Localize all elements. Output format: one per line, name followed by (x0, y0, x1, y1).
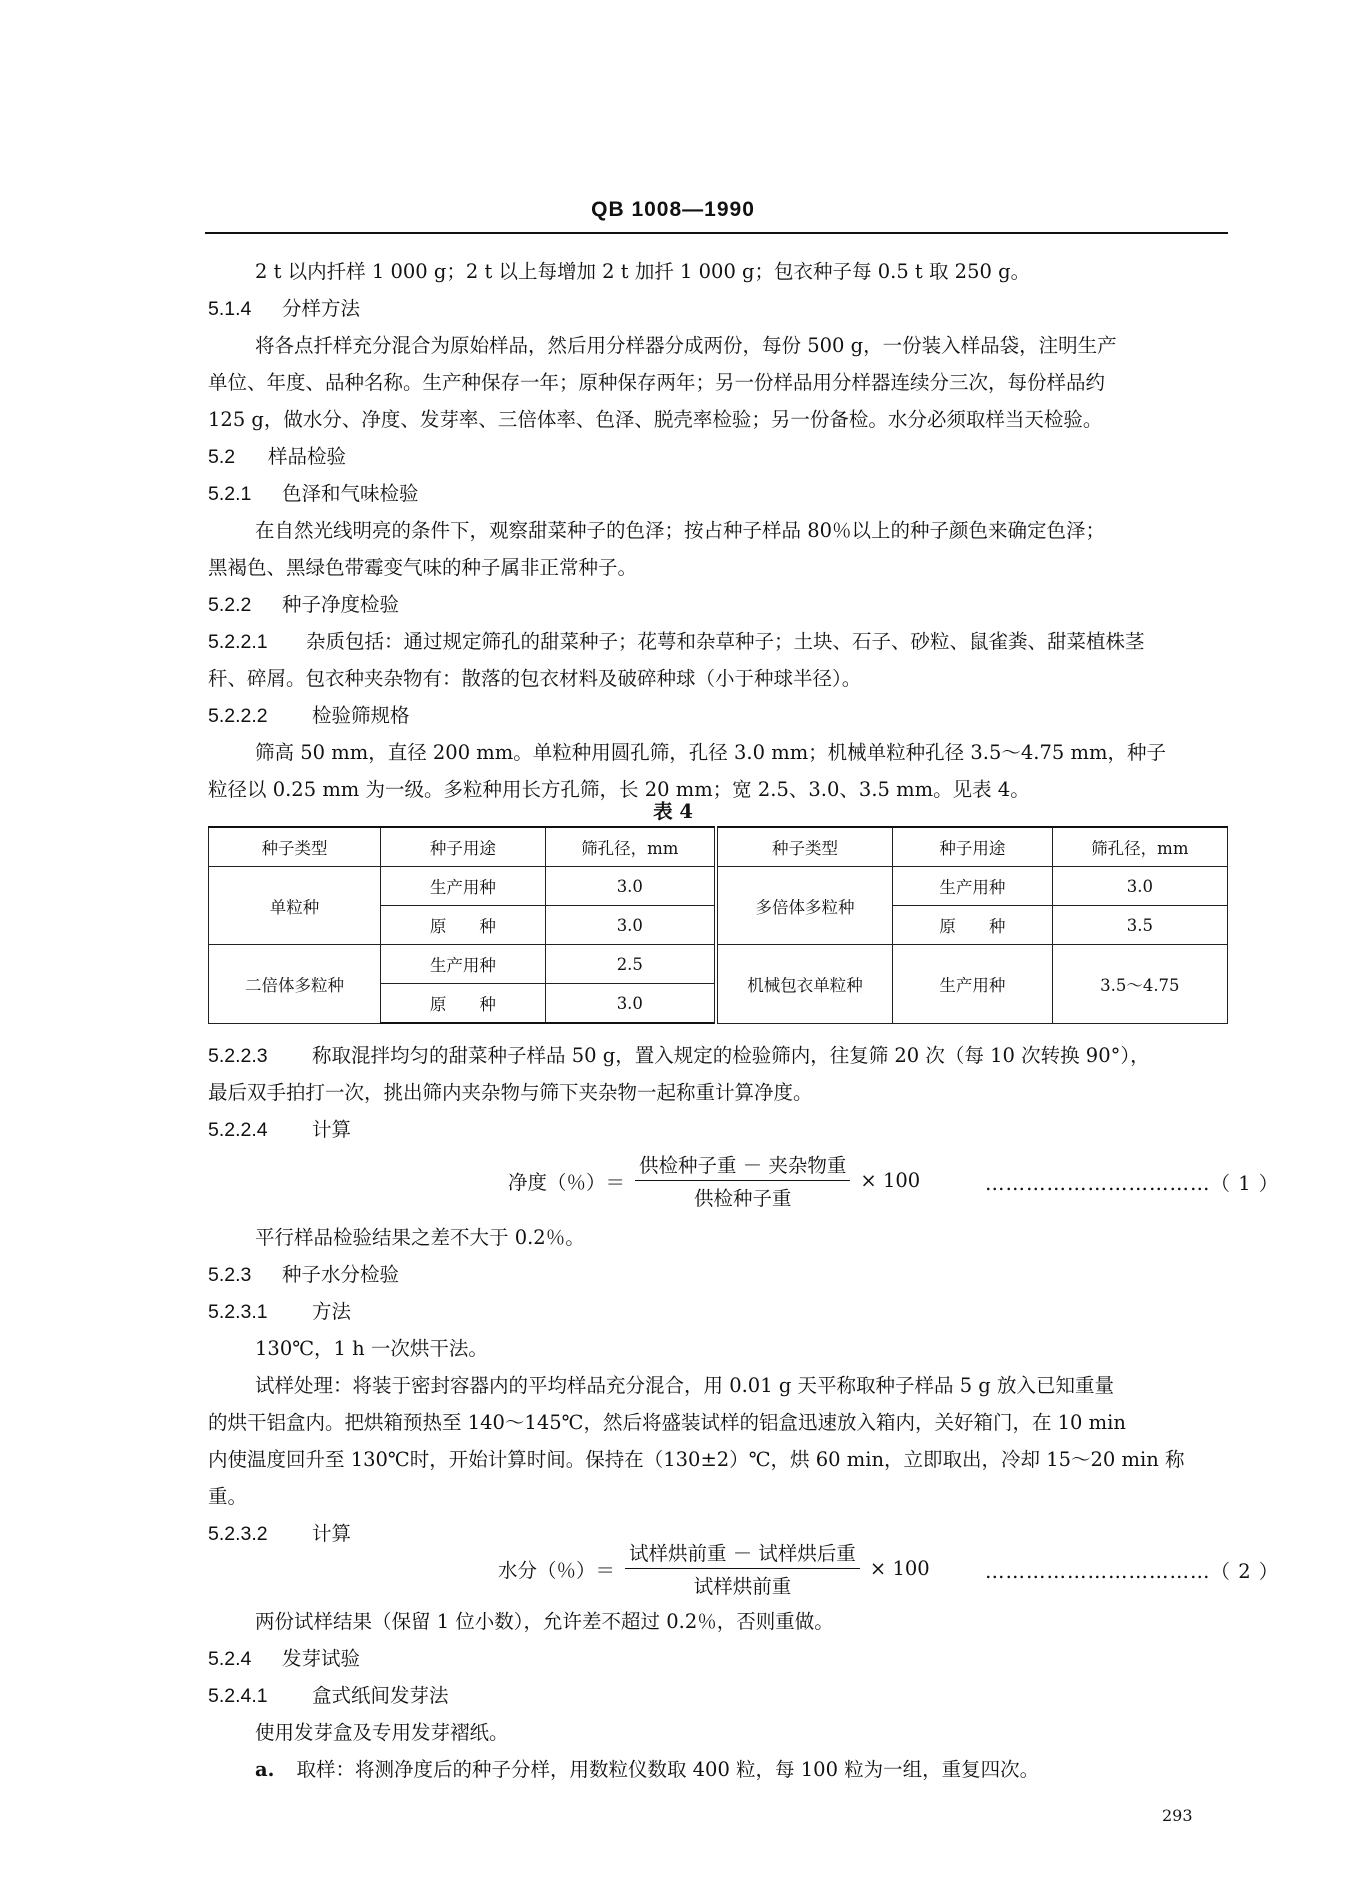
table-cell: 生产用种 (893, 945, 1053, 1024)
paragraph-line: 使用发芽盒及专用发芽褶纸。 (255, 1721, 509, 1744)
section-heading: 5.2.4 发芽试验 (208, 1648, 361, 1670)
table-row (209, 867, 1228, 906)
paragraph-line: 最后双手拍打一次，挑出筛内夹杂物与筛下夹杂物一起称重计算净度。 (208, 1081, 813, 1104)
section-heading: 5.2 样品检验 (208, 446, 347, 468)
paragraph-line: 重。 (208, 1485, 248, 1508)
table-cell: 多倍体多粒种 (716, 867, 893, 945)
table-cell: 生产用种 (381, 945, 546, 984)
table-cell: 3.5～4.75 (1052, 945, 1227, 1024)
section-heading: 5.2.3.2 计算 (208, 1523, 352, 1545)
page-number: 293 (1162, 1806, 1193, 1825)
table-cell: 2.5 (545, 945, 716, 984)
list-item: a. 取样：将测净度后的种子分样，用数粒仪数取 400 粒，每 100 粒为一组，重复四次。 (255, 1758, 1040, 1781)
table-cell: 单粒种 (209, 867, 381, 945)
sieve-table (208, 826, 1228, 1024)
table-header-cell: 种子用途 (381, 827, 546, 867)
table-cell: 原 种 (893, 906, 1053, 945)
section-heading: 5.2.4.1 盒式纸间发芽法 (208, 1685, 449, 1707)
table-header-cell: 种子用途 (893, 827, 1053, 867)
equation-number: ……………………………（ 2 ） (985, 1560, 1280, 1583)
paragraph-line: 130℃，1 h 一次烘干法。 (255, 1337, 488, 1360)
purity-formula (508, 1150, 920, 1211)
table-header-cell: 筛孔径，mm (1052, 827, 1227, 867)
paragraph-line: 2 t 以内扦样 1 000 g；2 t 以上每增加 2 t 加扦 1 000 g；包衣种子每 0.5 t 取 250 g。 (255, 260, 1031, 283)
table-header-cell: 种子类型 (209, 827, 381, 867)
formula-fraction (625, 1538, 860, 1599)
table-cell: 二倍体多粒种 (209, 945, 381, 1024)
paragraph-line: 单位、年度、品种名称。生产种保存一年；原种保存两年；另一份样品用分样器连续分三次，每份样品约 (208, 371, 1106, 394)
table-header-cell: 种子类型 (716, 827, 893, 867)
paragraph-line: 秆、碎屑。包衣种夹杂物有：散落的包衣材料及破碎种球（小于种球半径）。 (208, 667, 862, 690)
formula-factor: × 100 (860, 1169, 921, 1192)
section-heading: 5.2.2.3 称取混拌均匀的甜菜种子样品 50 g，置入规定的检验筛内，往复筛 20 次（每 10 次转换 90°）， (208, 1044, 1150, 1067)
table-cell: 生产用种 (893, 867, 1053, 906)
table-cell: 机械包衣单粒种 (716, 945, 893, 1024)
table-cell: 3.0 (545, 867, 716, 906)
formula-denominator: 供检种子重 (693, 1187, 792, 1210)
moisture-formula (498, 1538, 930, 1599)
header-rule (205, 232, 1228, 234)
section-heading: 5.1.4 分样方法 (208, 298, 361, 320)
formula-numerator: 试样烘前重 － 试样烘后重 (625, 1538, 860, 1569)
paragraph-line: 两份试样结果（保留 1 位小数），允许差不超过 0.2％，否则重做。 (255, 1610, 834, 1633)
formula-lhs: 净度（％）＝ (508, 1170, 626, 1194)
table-cell: 生产用种 (381, 867, 546, 906)
table-cell: 3.0 (1052, 867, 1227, 906)
section-heading: 5.2.1 色泽和气味检验 (208, 483, 419, 505)
table-row (209, 945, 1228, 984)
table-cell: 原 种 (381, 984, 546, 1024)
section-heading: 5.2.2.4 计算 (208, 1119, 352, 1141)
paragraph-line: 将各点扦样充分混合为原始样品，然后用分样器分成两份，每份 500 g，一份装入样品袋，注明生产 (255, 334, 1117, 357)
paragraph-line: 粒径以 0.25 mm 为一级。多粒种用长方孔筛，长 20 mm；宽 2.5、3.0、3.5 mm。见表 4。 (208, 778, 1030, 801)
section-heading: 5.2.3 种子水分检验 (208, 1264, 400, 1286)
section-heading: 5.2.2.1 杂质包括：通过规定筛孔的甜菜种子；花萼和杂草种子；土块、石子、砂粒、鼠雀粪、甜菜植株茎 (208, 630, 1145, 653)
table-cell: 3.5 (1052, 906, 1227, 945)
paragraph-line: 在自然光线明亮的条件下，观察甜菜种子的色泽；按占种子样品 80％以上的种子颜色来确定色泽； (255, 519, 1106, 542)
list-marker: a. (255, 1758, 275, 1781)
paragraph-line: 筛高 50 mm，直径 200 mm。单粒种用圆孔筛，孔径 3.0 mm；机械单粒种孔径 3.5～4.75 mm，种子 (255, 741, 1166, 764)
equation-number: ……………………………（ 1 ） (985, 1172, 1280, 1195)
table-cell: 3.0 (545, 906, 716, 945)
paragraph-line: 平行样品检验结果之差不大于 0.2％。 (255, 1226, 585, 1249)
formula-factor: × 100 (869, 1557, 930, 1580)
paragraph-line: 试样处理：将装于密封容器内的平均样品充分混合，用 0.01 g 天平称取种子样品 5 g 放入已知重量 (255, 1374, 1114, 1397)
paragraph-line: 黑褐色、黑绿色带霉变气味的种子属非正常种子。 (208, 556, 638, 579)
table-cell: 原 种 (381, 906, 546, 945)
section-heading: 5.2.3.1 方法 (208, 1301, 352, 1323)
formula-numerator: 供检种子重 － 夹杂物重 (635, 1150, 850, 1181)
formula-denominator: 试样烘前重 (693, 1575, 792, 1598)
table-header-row (209, 827, 1228, 867)
formula-fraction (635, 1150, 850, 1211)
table-caption: 表 4 (653, 800, 693, 823)
formula-lhs: 水分（％）＝ (498, 1558, 616, 1582)
paragraph-line: 125 g，做水分、净度、发芽率、三倍体率、色泽、脱壳率检验；另一份备检。水分必须取样当天检验。 (208, 408, 1103, 431)
paragraph-line: 的烘干铝盒内。把烘箱预热至 140～145℃，然后将盛装试样的铝盒迅速放入箱内，关好箱门，在 10 min (208, 1411, 1126, 1434)
table-cell: 3.0 (545, 984, 716, 1024)
section-heading: 5.2.2.2 检验筛规格 (208, 705, 410, 727)
standard-header: QB 1008—1990 (591, 198, 755, 221)
paragraph-line: 内使温度回升至 130℃时，开始计算时间。保持在（130±2）℃，烘 60 min，立即取出，冷却 15～20 min 称 (208, 1448, 1185, 1471)
table-header-cell: 筛孔径，mm (545, 827, 716, 867)
section-heading: 5.2.2 种子净度检验 (208, 594, 400, 616)
